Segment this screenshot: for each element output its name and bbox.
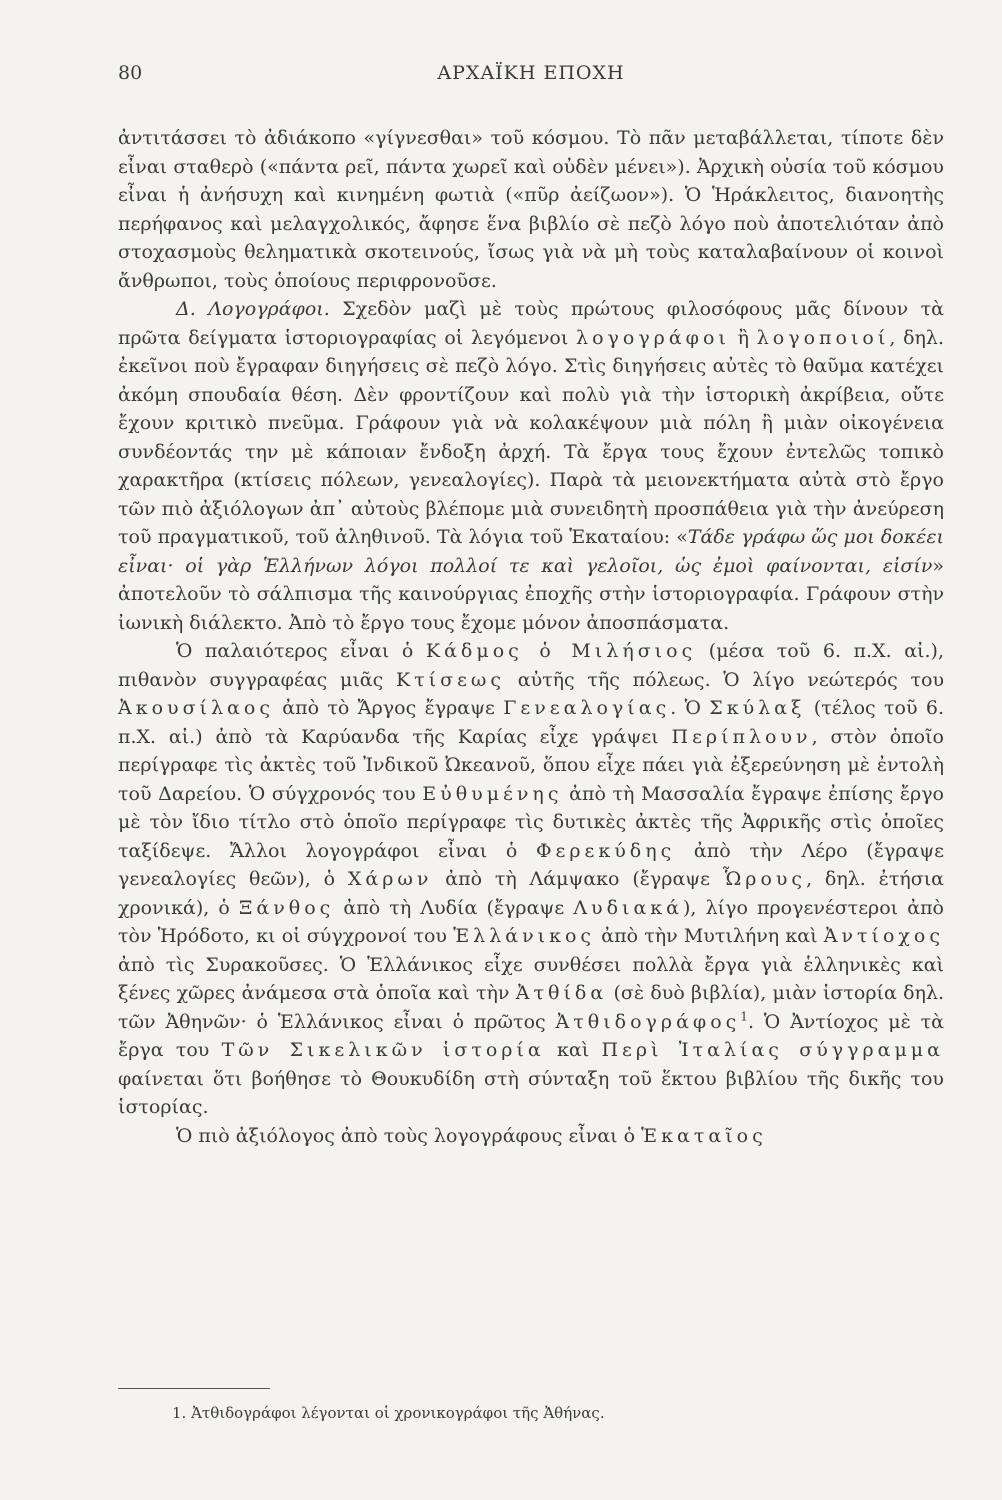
text-span: ἀπὸ τὸ Ἄργος ἔγραψε bbox=[273, 697, 504, 719]
text-span: ἀπὸ τὴν Μυτιλήνη καὶ bbox=[595, 925, 824, 947]
text-span: » ἀποτελοῦν τὸ σάλπισμα τῆς καινούργιας ἐποχῆς στὴν ἱστοριογραφία. Γράφουν στὴν ἰωνικὴ διάλεκτο. Ἀπὸ τὸ ἔργο τους ἔχομε μόνον ἀποσπάσματα. bbox=[118, 554, 944, 634]
paragraph-authors bbox=[118, 637, 944, 1122]
name-kadmos: Κάδμος ὁ Μιλήσιος bbox=[425, 640, 697, 662]
work-horous: Ὧρους bbox=[722, 868, 807, 890]
text-span: ἀπὸ τὴ Λάμψακο (ἔγραψε bbox=[432, 868, 723, 890]
name-euthymenes: Εὐθυμένης bbox=[422, 782, 563, 805]
text-span: . Ὁ bbox=[670, 697, 710, 719]
text-span: Σχεδὸν μαζὶ μὲ τοὺς πρώτους φιλοσόφους μᾶς δίνουν τὰ πρῶτα δείγματα ἱστοριογραφίας οἱ λεγόμενοι bbox=[118, 298, 944, 349]
text-span: καὶ bbox=[544, 1039, 602, 1061]
hecataeus-quote: Τάδε γράφω ὥς μοι δοκέει εἶναι· οἱ γὰρ Ἑλλήνων λόγοι πολλοί τε καὶ γελοῖοι, ὡς ἐμοὶ φαίνονται, εἰσίν bbox=[118, 526, 945, 577]
text-span: ), λίγο προγενέστεροι ἀπὸ τὸν Ἡρόδοτο, κι οἱ σύγχρονοί του bbox=[118, 896, 944, 947]
work-ktiseos: Κτίσεως bbox=[395, 668, 506, 691]
name-skylax: Σκύλαξ bbox=[709, 697, 806, 719]
term-logopoioi: λογοποιοί bbox=[756, 326, 890, 349]
name-antiochos: Ἀντίοχος bbox=[823, 925, 944, 947]
text-span: ἀπὸ τὴ Λυδία (ἔγραψε bbox=[334, 896, 574, 919]
text-span: . Ὁ Ἀντίοχος μὲ τὰ ἔργα του bbox=[118, 1010, 945, 1061]
name-charon: Χάρων bbox=[347, 868, 433, 890]
text-span: ἀπὸ τὶς Συρακοῦσες. Ὁ Ἑλλάνικος εἶχε συνθέσει πολλὰ ἔργα γιὰ ἑλληνικὲς καὶ ξένες χῶρες ἀνάμεσα στὰ ὁποῖα καὶ τὴν bbox=[118, 953, 944, 1004]
text-span: Ὁ πιὸ ἀξιόλογος ἀπὸ τοὺς λογογράφους εἶναι ὁ bbox=[176, 1124, 642, 1147]
name-xanthos: Ξάνθος bbox=[239, 896, 335, 919]
page-number: 80 bbox=[118, 62, 143, 84]
work-periplous: Περίπλουν bbox=[671, 725, 812, 748]
footnote-marker: 1. bbox=[172, 1404, 187, 1422]
paragraph-hecataeus bbox=[118, 1122, 944, 1151]
footnote bbox=[172, 1402, 932, 1424]
term-atthidographos: Ἀτθιδογράφος bbox=[555, 1010, 741, 1033]
text-span: , δηλ. ἐκεῖνοι ποὺ ἔγραφαν διηγήσεις σὲ πεζὸ λόγο. Στὶς διηγήσεις αὐτὲς τὸ θαῦμα κατέχει ἀκόμη σπουδαία θέση. Δὲν φροντίζουν καὶ πολὺ γιὰ τὴν ἱστορικὴ ἀκρίβεια, οὔτε ἔχουν κριτικὸ πνεῦμα. Γράφουν γιὰ νὰ κολακέψουν μιὰ πόλη ἢ μιὰν οἰκογένεια συνδέοντάς την μὲ κάποιαν ἔνδοξη ἀρχή. Τὰ ἔργα τους ἔχουν ἐντελῶς τοπικὸ χαρακτῆρα (κτίσεις πόλεων, γενεαλογίες). Παρὰ τὰ μειονεκτήματα αὐτὰ στὸ ἔργο τῶν πιὸ ἀξιόλογων ἀπ᾿ αὐτοὺς βλέπομε μιὰ συνειδητὴ προσπάθεια γιὰ τὴν ἀνεύρεση τοῦ πραγματικοῦ, τοῦ ἀληθινοῦ. Τὰ λόγια τοῦ Ἑκαταίου: « bbox=[118, 326, 945, 548]
text-span: (τέλος τοῦ 6. π.Χ. αἰ.) ἀπὸ τὰ Καρύανδα τῆς Καρίας εἶχε γράψει bbox=[118, 697, 944, 748]
work-peri-italias: Περὶ Ἰταλίας σύγγραμμα bbox=[601, 1039, 944, 1061]
work-atthis: Ἀτθίδα bbox=[515, 982, 608, 1004]
text-span: ἀπὸ τὴ Μασσαλία ἔγραψε ἐπίσης ἔργο μὲ τὸν ἴδιο τίτλο στὸ ὁποῖο περίγραφε τὶς δυτικὲς ἀκτὲς τῆς Ἀφρικῆς στὶς ὁποῖες ταξίδεψε. Ἄλλοι λογογράφοι εἶναι ὁ bbox=[118, 782, 944, 862]
text-span: Ὁ παλαιότερος εἶναι ὁ bbox=[176, 640, 426, 662]
work-genealogias: Γενεαλογίας bbox=[503, 697, 671, 719]
name-hellanikos: Ἑλλάνικος bbox=[453, 925, 596, 947]
text-span: , στὸν ὁποῖο περίγραφε τὶς ἀκτὲς τοῦ Ἰνδικοῦ Ὠκεανοῦ, ὅπου εἶχε πάει γιὰ ἐξερεύνηση μὲ ἐντολὴ τοῦ Δαρείου. Ὁ σύγχρονός του bbox=[118, 725, 945, 805]
paragraph-heraclitus: ἀντιτάσσει τὸ ἀδιάκοπο «γίγνεσθαι» τοῦ κόσμου. Τὸ πᾶν μεταβάλλεται, τίποτε δὲν εἶναι σταθερὸ («πάντα ρεῖ, πάντα χωρεῖ καὶ οὐδὲν μένει»). Ἀρχικὴ οὐσία τοῦ κόσμου εἶναι ἡ ἀνήσυχη καὶ κινημένη φωτιὰ («πῦρ ἀείζωον»). Ὁ Ἡράκλειτος, διανοητὴς περήφανος καὶ μελαγχολικός, ἄφησε ἕνα βιβλίο σὲ πεζὸ λόγο ποὺ ἀποτελιόταν ἀπὸ στοχασμοὺς θεληματικὰ σκοτεινούς, ἴσως γιὰ νὰ μὴ τοὺς καταλαβαίνουν οἱ κοινοὶ ἄνθρωποι, τοὺς ὁποίους περιφρονοῦσε. bbox=[118, 127, 944, 292]
footnote-reference[interactable]: 1 bbox=[740, 1009, 748, 1024]
footnote-divider bbox=[118, 1388, 270, 1389]
name-hekataios: Ἑκαταῖος bbox=[641, 1124, 767, 1147]
work-lydiaka: Λυδιακά bbox=[573, 896, 684, 919]
body-text bbox=[118, 124, 944, 1150]
text-span: , δηλ. ἐτήσια χρονικά), ὁ bbox=[118, 868, 944, 919]
text-span: αὐτῆς τῆς πόλεως. Ὁ λίγο νεώτερός του bbox=[505, 668, 945, 691]
running-title: ΑΡΧΑΪΚΗ ΕΠΟΧΗ bbox=[437, 62, 625, 84]
work-sikelikon: Τῶν Σικελικῶν ἱστορία bbox=[221, 1039, 545, 1061]
footnote-text: Ἀτθιδογράφοι λέγονται οἱ χρονικογράφοι τῆς Ἀθήνας. bbox=[186, 1404, 605, 1422]
paragraph-logographers bbox=[118, 295, 944, 637]
name-akousilaos: Ἀκουσίλαος bbox=[118, 697, 274, 719]
text-span: (σὲ δυὸ βιβλία), μιὰν ἱστορία δηλ. τῶν Ἀθηνῶν· ὁ Ἑλλάνικος εἶναι ὁ πρῶτος bbox=[118, 982, 944, 1033]
section-heading: Δ. Λογογράφοι. bbox=[176, 298, 330, 320]
page-header bbox=[118, 62, 944, 96]
text-span: (μέσα τοῦ 6. π.Χ. αἰ.), πιθανὸν συγγραφέας μιᾶς bbox=[118, 640, 944, 691]
name-pherekydes: Φερεκύδης bbox=[535, 839, 676, 862]
text-span: φαίνεται ὅτι βοήθησε τὸ Θουκυδίδη στὴ σύνταξη τοῦ ἕκτου βιβλίου τῆς δικῆς του ἱστορίας. bbox=[118, 1067, 944, 1118]
text-span: ἢ bbox=[729, 326, 757, 349]
text-span: ἀπὸ τὴν Λέρο (ἔγραψε γενεαλογίες θεῶν), ὁ bbox=[118, 839, 944, 890]
term-logographoi: λογογράφοι bbox=[576, 326, 730, 349]
